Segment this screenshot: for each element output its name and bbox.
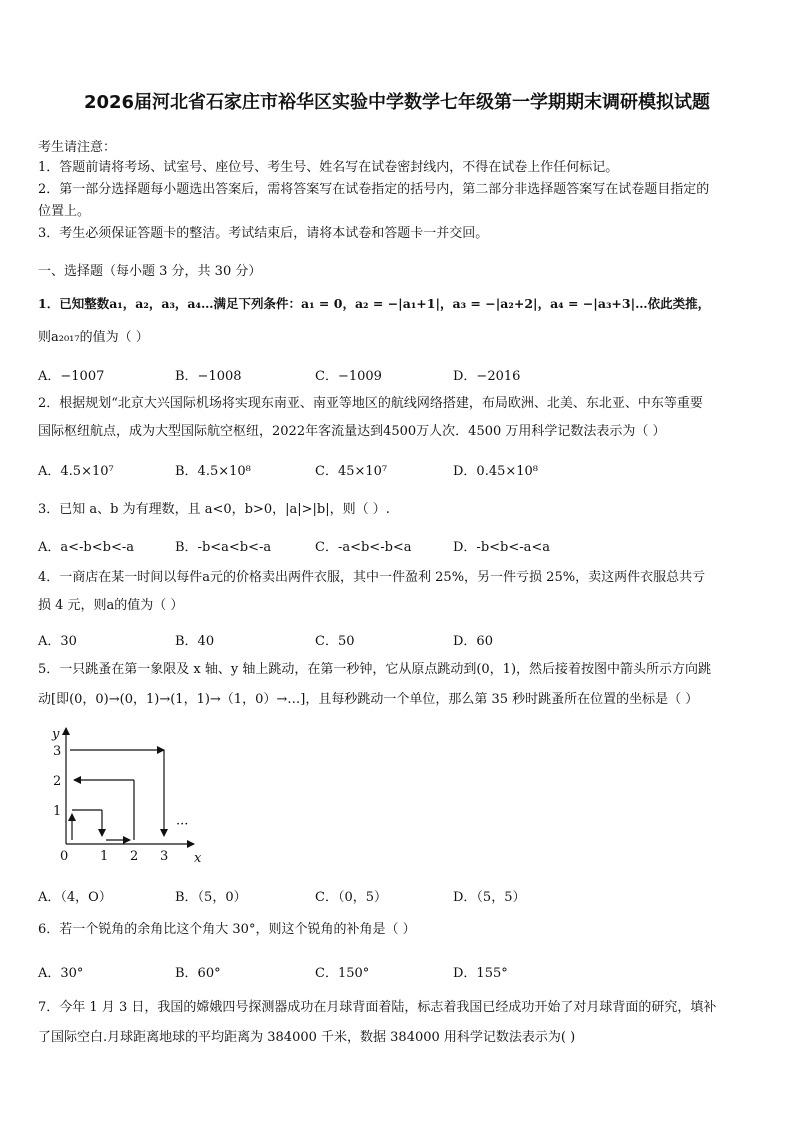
q1-options (38, 365, 758, 385)
q5-option-d[interactable]: D．（5，5） (453, 890, 526, 905)
q4-text: 4．一商店在某一时间以每件a元的价格卖出两件衣服，其中一件盈利 25%，另一件亏损 25%，卖这两件衣服总共亏 (38, 570, 706, 585)
q5-options (38, 886, 758, 906)
q2-option-c[interactable]: C．45×10⁷ (315, 464, 388, 479)
q2-option-d[interactable]: D．0.45×10⁸ (453, 464, 539, 479)
q3-option-c[interactable]: C．-a<b<-b<a (315, 540, 412, 555)
q6-option-c[interactable]: C．150° (315, 966, 370, 981)
q1-text: 1．已知整数a₁，a₂，a₃，a₄…满足下列条件：a₁ = 0，a₂ = −|a₁+1|，a₃ = −|a₂+2|，a₄ = −|a₃+3|…依此类推， (38, 296, 711, 311)
q1-option-b[interactable]: B．−1008 (175, 369, 242, 384)
q4-option-c[interactable]: C．50 (315, 634, 355, 649)
q1-option-a[interactable]: A．−1007 (38, 369, 105, 384)
q2-text-2: 国际枢纽航点，成为大型国际航空枢纽，2022年客流量达到4500万人次．4500 万用科学记数法表示为（ ） (38, 424, 666, 439)
q7-text-2: 了国际空白.月球距离地球的平均距离为 384000 千米，数据 384000 用科学记数法表示为( ) (38, 1030, 576, 1045)
notice-item-1: 1．答题前请将考场、试室号、座位号、考生号、姓名写在试卷密封线内，不得在试卷上作任何标记。 (38, 160, 619, 175)
q1-option-c[interactable]: C．−1009 (315, 369, 382, 384)
q6-text: 6．若一个锐角的余角比这个角大 30°，则这个锐角的补角是（ ） (38, 922, 416, 937)
q6-option-a[interactable]: A．30° (38, 966, 84, 981)
q5-text: 5．一只跳蚤在第一象限及 x 轴、y 轴上跳动，在第一秒钟，它从原点跳动到(0，1)，然后接着按图中箭头所示方向跳 (38, 662, 712, 677)
q4-option-d[interactable]: D．60 (453, 634, 493, 649)
notice-item-2-cont: 位置上。 (38, 204, 91, 219)
q5-option-b[interactable]: B．（5，0） (175, 890, 247, 905)
continuation-dots: ··· (176, 817, 189, 832)
q4-text-2: 损 4 元，则a的值为（ ） (38, 598, 184, 613)
q2-text: 2．根据规划“北京大兴国际机场将实现东南亚、南亚等地区的航线网络搭建，布局欧洲、北美、东北亚、中东等重要 (38, 396, 703, 411)
q6-option-d[interactable]: D．155° (453, 966, 508, 981)
x-tick-label: 2 (130, 849, 139, 864)
q2-options (38, 460, 758, 480)
q5-option-c[interactable]: C．（0，5） (315, 890, 387, 905)
flea-jump-figure (44, 722, 214, 867)
notice-heading: 考生请注意： (38, 140, 117, 155)
q3-options (38, 536, 758, 556)
q4-option-b[interactable]: B．40 (175, 634, 215, 649)
notice-item-2: 2．第一部分选择题每小题选出答案后，需将答案写在试卷指定的括号内，第二部分非选择题答案写在试卷题目指定的 (38, 182, 710, 197)
notice-item-3: 3．考生必须保证答题卡的整洁。考试结束后，请将本试卷和答题卡一并交回。 (38, 226, 489, 241)
q2-option-b[interactable]: B．4.5×10⁸ (175, 464, 251, 479)
y-tick-label: 3 (53, 744, 62, 759)
q3-option-a[interactable]: A．a<-b<b<-a (38, 540, 134, 555)
origin-label: 0 (60, 849, 69, 864)
page-title: 2026届河北省石家庄市裕华区实验中学数学七年级第一学期期末调研模拟试题 (83, 92, 711, 113)
q7-text: 7．今年 1 月 3 日，我国的嫦娥四号探测器成功在月球背面着陆，标志着我国已经成功开始了对月球背面的研究，填补 (38, 1000, 717, 1015)
q1-option-d[interactable]: D．−2016 (453, 369, 521, 384)
q4-option-a[interactable]: A．30 (38, 634, 77, 649)
q3-option-b[interactable]: B．-b<a<b<-a (175, 540, 272, 555)
q5-text-2: 动[即(0，0)→(0，1)→(1，1)→（1，0）→…]，且每秒跳动一个单位，那么第 35 秒时跳蚤所在位置的坐标是（ ） (38, 692, 699, 707)
x-tick-label: 3 (160, 849, 169, 864)
q3-text: 3．已知 a、b 为有理数，且 a<0，b>0，|a|>|b|，则（ ）. (38, 502, 390, 517)
x-axis-label: x (194, 851, 202, 866)
y-tick-label: 1 (53, 804, 62, 819)
q1-text-2: 则a₂₀₁₇的值为（ ） (38, 330, 149, 345)
y-axis-label: y (52, 727, 60, 742)
q6-options (38, 962, 758, 982)
q6-option-b[interactable]: B．60° (175, 966, 221, 981)
q4-options (38, 630, 758, 650)
q2-option-a[interactable]: A．4.5×10⁷ (38, 464, 114, 479)
section-heading: 一、选择题（每小题 3 分，共 30 分） (38, 264, 262, 279)
q3-option-d[interactable]: D．-b<b<-a<a (453, 540, 551, 555)
x-tick-label: 1 (100, 849, 109, 864)
y-tick-label: 2 (53, 774, 62, 789)
q5-option-a[interactable]: A．（4，O） (38, 890, 112, 905)
